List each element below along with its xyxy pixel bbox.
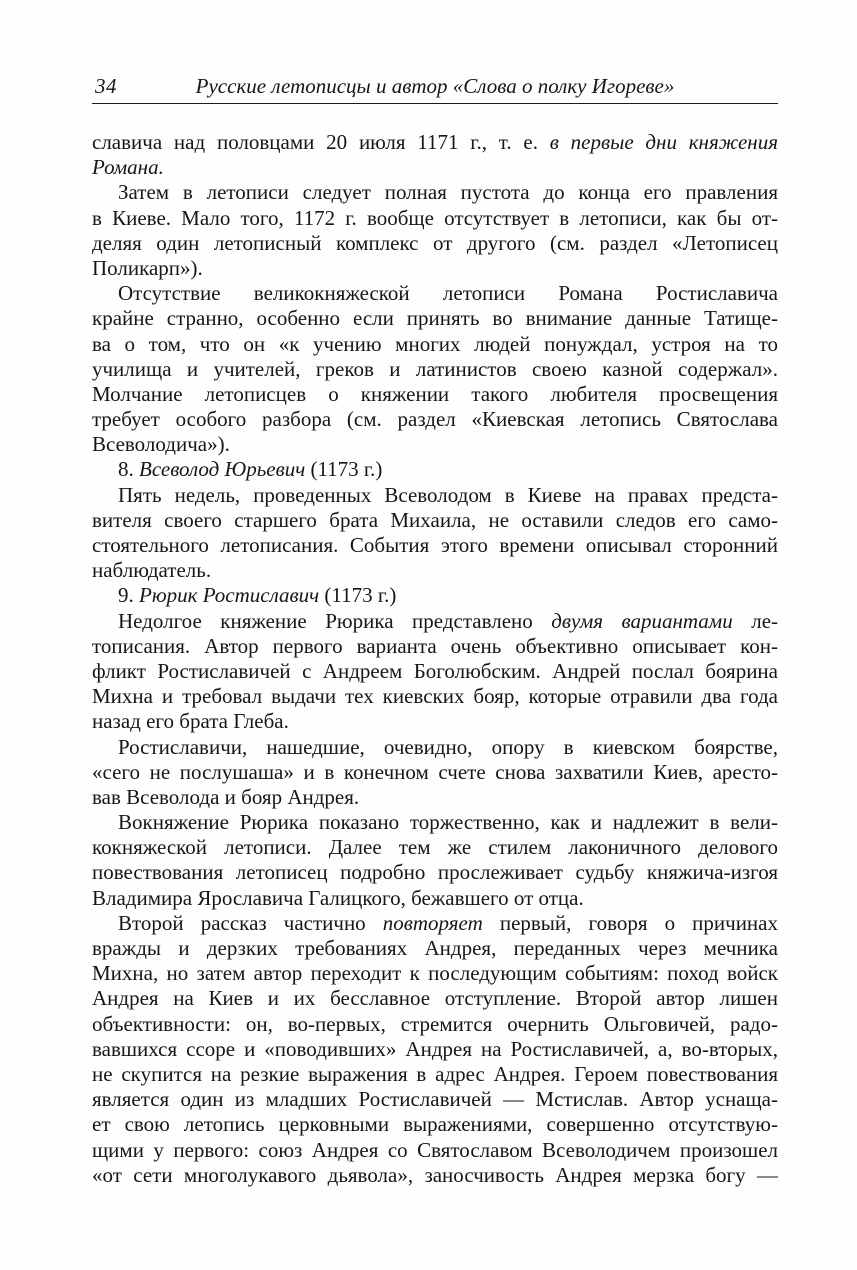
text-run: Поликарп»). xyxy=(92,255,203,280)
text-line xyxy=(92,1138,778,1163)
text-line xyxy=(92,256,778,281)
text-run: славича над половцами 20 июля 1171 г., т. е. xyxy=(92,130,550,154)
text-run: в Киеве. Мало того, 1172 г. вообще отсутствует в летописи, как бы от- xyxy=(92,205,778,230)
text-run: назад его брата Глеба. xyxy=(92,709,289,734)
text-line xyxy=(92,508,778,533)
text-line xyxy=(92,206,778,231)
text-run: ва о том, что он «к учению многих людей понуждал, устроя на то xyxy=(92,331,778,356)
text-line xyxy=(92,1112,778,1137)
text-line xyxy=(92,961,778,986)
text-run: Второй рассказ частично xyxy=(118,910,383,935)
text-line xyxy=(92,457,778,482)
text-line xyxy=(92,709,778,734)
text-line xyxy=(92,231,778,256)
text-run: наблюдатель. xyxy=(92,558,212,583)
text-run: Вокняжение Рюрика показано торжественно, как и надлежит в вели- xyxy=(118,810,778,835)
running-title: Русские летописцы и автор «Слова о полку Игореве» xyxy=(195,74,675,98)
text-line xyxy=(92,1087,778,1112)
text-run: тописания. Автор первого варианта очень объективно описывает кон- xyxy=(92,633,778,658)
text-line xyxy=(92,860,778,885)
text-line xyxy=(92,1062,778,1087)
text-run: повествования летописец подробно прослеживает судьбу княжича-изгоя xyxy=(92,860,778,885)
text-run: вавшихся ссоре и «поводивших» Андрея на Ростиславичей, а, во-вторых, xyxy=(92,1036,778,1061)
italic-text-run: в первые дни княжения xyxy=(549,130,778,154)
text-run: не скупится на резкие выражения в адрес Андрея. Героем повествования xyxy=(92,1061,778,1086)
text-line xyxy=(92,583,778,608)
text-run: (1173 г.) xyxy=(305,457,383,482)
text-run: «от сети многолукавого дьявола», заносчивость Андрея мерзка богу — xyxy=(92,1162,778,1187)
text-run: требует особого разбора (см. раздел «Киевская летопись Святослава xyxy=(92,407,778,432)
text-line xyxy=(92,306,778,331)
text-run: вав Всеволода и бояр Андрея. xyxy=(92,784,360,809)
text-run: первый, говоря о причинах xyxy=(482,910,778,935)
paragraph xyxy=(92,180,778,281)
paragraph xyxy=(92,609,778,735)
text-line xyxy=(92,810,778,835)
text-run: 8. xyxy=(118,457,139,482)
text-run: ет свою летопись церковными выражениями, совершенно отсутствую- xyxy=(92,1112,778,1137)
text-run: (1173 г.) xyxy=(319,583,397,608)
text-line xyxy=(92,1037,778,1062)
text-line xyxy=(92,609,778,634)
paragraph xyxy=(92,911,778,1188)
text-run: Отсутствие великокняжеской летописи Романа Ростиславича xyxy=(118,281,778,306)
page-header xyxy=(92,0,778,104)
text-line xyxy=(92,382,778,407)
text-run: Михна, но затем автор переходит к последующим событиям: поход войск xyxy=(92,961,778,986)
text-line xyxy=(92,1012,778,1037)
text-line xyxy=(92,634,778,659)
text-line xyxy=(92,911,778,936)
paragraph xyxy=(92,130,778,180)
text-line xyxy=(92,785,778,810)
text-line xyxy=(92,483,778,508)
text-line xyxy=(92,357,778,382)
text-run: щими у первого: союз Андрея со Святославом Всеволодичем произошел xyxy=(92,1137,778,1162)
text-line xyxy=(92,281,778,306)
text-run: Пять недель, проведенных Всеволодом в Киеве на правах предста- xyxy=(118,482,778,507)
text-run: объективности: он, во-первых, стремится очернить Ольговичей, радо- xyxy=(92,1011,778,1036)
text-run: Владимира Ярославича Галицкого, бежавшего от отца. xyxy=(92,885,584,910)
text-line xyxy=(92,684,778,709)
text-run: Всеволодича»). xyxy=(92,432,230,457)
text-run: «сего не послушаша» и в конечном счете снова захватили Киев, аресто- xyxy=(92,759,778,784)
text-run: кокняжеской летописи. Далее тем же стилем лаконичного делового xyxy=(92,835,778,860)
section-heading xyxy=(92,457,778,482)
text-run: Андрея на Киев и их бесславное отступление. Второй автор лишен xyxy=(92,986,778,1011)
paragraph xyxy=(92,281,778,457)
text-line xyxy=(92,760,778,785)
text-line xyxy=(92,835,778,860)
text-run: Ростиславичи, нашедшие, очевидно, опору в киевском боярстве, xyxy=(118,734,778,759)
text-line xyxy=(92,986,778,1011)
italic-text-run: Всеволод Юрьевич xyxy=(139,457,306,482)
text-run: деляя один летописный комплекс от другого (см. раздел «Летописец xyxy=(92,230,778,255)
italic-text-run: двумя вариантами xyxy=(551,608,733,633)
text-run: училища и учителей, греков и латинистов своею казной содержал». xyxy=(92,356,778,381)
text-line xyxy=(92,155,778,180)
italic-text-run: Романа. xyxy=(92,155,164,180)
text-run: 9. xyxy=(118,583,139,608)
text-run: вражды и дерзких требованиях Андрея, переданных через мечника xyxy=(92,936,778,960)
text-line xyxy=(92,332,778,357)
text-run: крайне странно, особенно если принять во внимание данные Татище- xyxy=(92,306,778,331)
text-line xyxy=(92,558,778,583)
text-line xyxy=(92,936,778,961)
paragraph xyxy=(92,483,778,584)
text-run: Михна и требовал выдачи тех киевских бояр, которые отравили два года xyxy=(92,684,778,709)
paragraph xyxy=(92,810,778,911)
text-line xyxy=(92,735,778,760)
text-run: вителя своего старшего брата Михаила, не оставили следов его само- xyxy=(92,507,778,532)
text-run: фликт Ростиславичей с Андреем Боголюбским. Андрей послал боярина xyxy=(92,658,778,683)
text-run: стоятельного летописания. События этого времени описывал сторонний xyxy=(92,533,778,557)
italic-text-run: повторяет xyxy=(382,910,483,935)
text-run: ле- xyxy=(732,608,778,633)
text-line xyxy=(92,1163,778,1188)
text-line xyxy=(92,432,778,457)
text-run: Затем в летописи следует полная пустота до конца его правления xyxy=(118,180,778,205)
text-run: Молчание летописцев о княжении такого любителя просвещения xyxy=(92,381,778,406)
text-line xyxy=(92,180,778,205)
text-line xyxy=(92,407,778,432)
text-run: является один из младших Ростиславичей — Мстислав. Автор уснаща- xyxy=(92,1087,778,1112)
text-line xyxy=(92,130,778,155)
text-line xyxy=(92,533,778,558)
text-line xyxy=(92,659,778,684)
text-run: Недолгое княжение Рюрика представлено xyxy=(118,608,552,633)
italic-text-run: Рюрик Ростиславич xyxy=(139,583,320,608)
content xyxy=(92,130,778,1188)
section-heading xyxy=(92,583,778,608)
text-line xyxy=(92,886,778,911)
page-number: 34 xyxy=(95,74,117,98)
paragraph xyxy=(92,735,778,811)
